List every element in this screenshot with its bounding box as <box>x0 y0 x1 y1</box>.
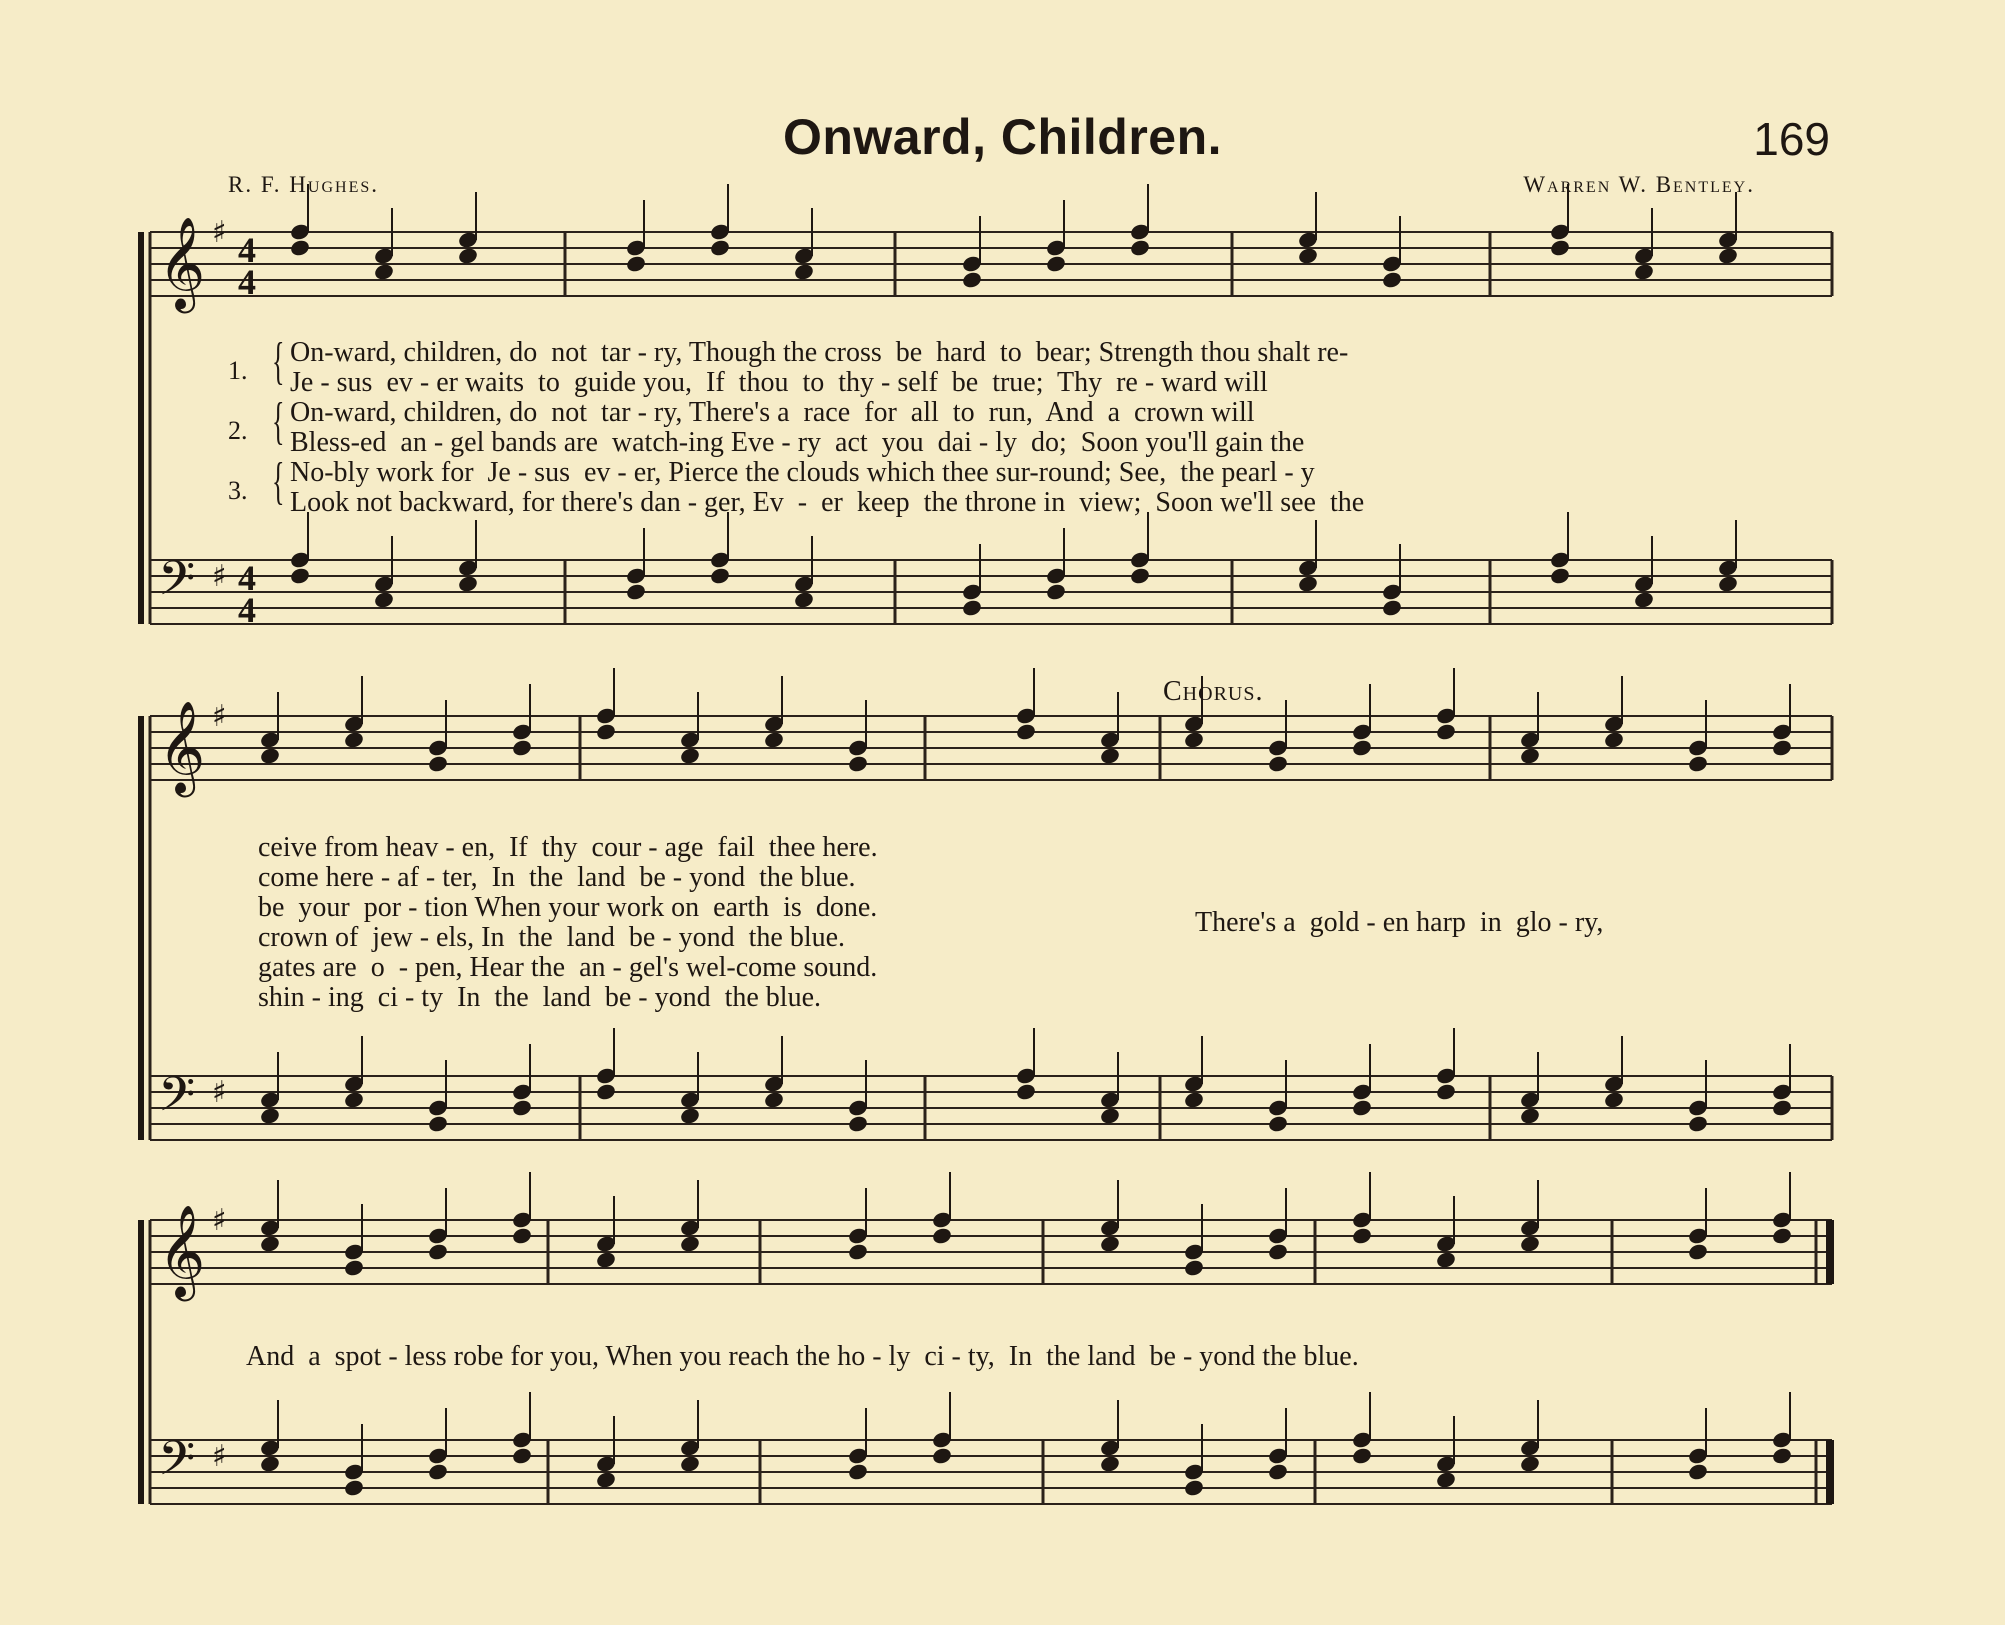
sharp-sign: ♯ <box>212 1203 227 1238</box>
note-head <box>259 1234 281 1253</box>
bass-clef: 𝄢 <box>158 1066 196 1134</box>
note-head <box>679 746 701 765</box>
page-number: 169 <box>1753 113 1830 165</box>
note-head <box>511 738 533 757</box>
note-head <box>1183 1258 1205 1277</box>
note-head <box>1183 1478 1205 1497</box>
note-head <box>709 238 731 257</box>
verse-3-ending-1: gates are o - pen, Hear the an - gel's wel-come sound. <box>258 952 878 983</box>
note-head <box>1435 1470 1457 1489</box>
note-head <box>1549 566 1571 585</box>
time-signature-bottom: 4 <box>238 262 256 302</box>
note-head <box>961 598 983 617</box>
treble-clef: 𝄞 <box>158 216 206 309</box>
note-head <box>427 754 449 773</box>
note-head <box>259 1106 281 1125</box>
note-head <box>625 582 647 601</box>
composer-credit: Warren W. Bentley. <box>1523 172 1755 197</box>
note-head <box>343 1090 365 1109</box>
note-head <box>595 722 617 741</box>
note-head <box>793 590 815 609</box>
note-head <box>931 1446 953 1465</box>
treble-clef: 𝄞 <box>158 1204 206 1297</box>
note-head <box>457 246 479 265</box>
note-head <box>511 1446 533 1465</box>
note-head <box>1267 1114 1289 1133</box>
verse-number-2: 2. <box>228 416 248 445</box>
note-head <box>763 730 785 749</box>
note-head <box>1771 1226 1793 1245</box>
note-head <box>1435 1250 1457 1269</box>
sharp-sign: ♯ <box>212 215 227 250</box>
verse-3-line-2: Look not backward, for there's dan - ger, Ev - er keep the throne in view; Soon we'll see the <box>290 487 1365 518</box>
chorus-label: Chorus. <box>1163 676 1264 707</box>
note-head <box>289 238 311 257</box>
note-head <box>1129 566 1151 585</box>
note-head <box>1045 582 1067 601</box>
note-head <box>847 754 869 773</box>
final-bar <box>1826 1440 1834 1504</box>
time-signature-bottom: 4 <box>238 590 256 630</box>
treble-clef: 𝄞 <box>158 700 206 793</box>
note-head <box>763 1090 785 1109</box>
note-head <box>1549 238 1571 257</box>
note-head <box>343 730 365 749</box>
sharp-sign: ♯ <box>212 559 227 594</box>
verse-1-ending-1: ceive from heav - en, If thy cour - age fail thee here. <box>258 832 878 863</box>
note-head <box>1603 1090 1625 1109</box>
note-head <box>1771 1446 1793 1465</box>
note-head <box>289 566 311 585</box>
sharp-sign: ♯ <box>212 699 227 734</box>
note-head <box>847 1114 869 1133</box>
note-head <box>709 566 731 585</box>
note-head <box>679 1234 701 1253</box>
verse-number-3: 3. <box>228 476 248 505</box>
note-head <box>1381 598 1403 617</box>
note-head <box>373 590 395 609</box>
lyricist-credit: R. F. Hughes. <box>228 172 379 197</box>
note-head <box>595 1470 617 1489</box>
note-head <box>511 1098 533 1117</box>
note-head <box>1129 238 1151 257</box>
note-head <box>1297 574 1319 593</box>
bass-clef: 𝄢 <box>158 550 196 618</box>
verse-1-line-1: On-ward, children, do not tar - ry, Though the cross be hard to bear; Strength thou shalt re- <box>290 337 1349 368</box>
note-head <box>343 1258 365 1277</box>
system-bracket <box>138 1220 144 1504</box>
verse-brace-2: { <box>272 393 285 450</box>
verse-2-ending-2: crown of jew - els, In the land be - yond the blue. <box>258 922 846 953</box>
note-head <box>1099 1106 1121 1125</box>
note-head <box>427 1114 449 1133</box>
note-head <box>1351 1226 1373 1245</box>
note-head <box>1267 1462 1289 1481</box>
note-head <box>1687 1242 1709 1261</box>
note-head <box>961 270 983 289</box>
note-head <box>1687 754 1709 773</box>
verse-3-ending-2: shin - ing ci - ty In the land be - yond the blue. <box>258 982 821 1013</box>
note-head <box>343 1478 365 1497</box>
hymn-title: Onward, Children. <box>782 109 1223 165</box>
verse-number-1: 1. <box>228 356 248 385</box>
note-head <box>1717 246 1739 265</box>
note-head <box>1687 1462 1709 1481</box>
note-head <box>1183 730 1205 749</box>
note-head <box>1519 746 1541 765</box>
chorus-line-1: There's a gold - en harp in glo - ry, <box>1195 907 1604 938</box>
note-head <box>1267 754 1289 773</box>
note-head <box>625 254 647 273</box>
system-bracket <box>138 716 144 1140</box>
bass-clef: 𝄢 <box>158 1430 196 1498</box>
note-head <box>595 1250 617 1269</box>
note-head <box>1435 722 1457 741</box>
note-head <box>1771 1098 1793 1117</box>
verse-2-ending-1: be your por - tion When your work on earth is done. <box>258 892 878 923</box>
verse-brace-3: { <box>272 453 285 510</box>
note-head <box>1351 738 1373 757</box>
note-head <box>595 1082 617 1101</box>
note-head <box>1519 1234 1541 1253</box>
note-head <box>679 1106 701 1125</box>
note-head <box>1603 730 1625 749</box>
system-bracket <box>138 232 144 624</box>
note-head <box>1183 1090 1205 1109</box>
verse-brace-1: { <box>272 333 285 390</box>
verse-1-ending-2: come here - af - ter, In the land be - yond the blue. <box>258 862 856 893</box>
note-head <box>793 262 815 281</box>
note-head <box>1381 270 1403 289</box>
note-head <box>1519 1106 1541 1125</box>
sharp-sign: ♯ <box>212 1075 227 1110</box>
note-head <box>1633 262 1655 281</box>
note-head <box>427 1242 449 1261</box>
note-head <box>1015 722 1037 741</box>
sharp-sign: ♯ <box>212 1439 227 1474</box>
note-head <box>679 1454 701 1473</box>
note-head <box>259 1454 281 1473</box>
note-head <box>1717 574 1739 593</box>
note-head <box>1297 246 1319 265</box>
note-head <box>1771 738 1793 757</box>
verse-1-line-2: Je - sus ev - er waits to guide you, If thou to thy - self be true; Thy re - ward will <box>290 367 1268 398</box>
chorus-line-2: And a spot - less robe for you, When you reach the ho - ly ci - ty, In the land be - yond the blue. <box>246 1341 1359 1372</box>
note-head <box>1687 1114 1709 1133</box>
note-head <box>1351 1446 1373 1465</box>
note-head <box>1099 746 1121 765</box>
note-head <box>457 574 479 593</box>
note-head <box>1099 1454 1121 1473</box>
note-head <box>931 1226 953 1245</box>
note-head <box>1099 1234 1121 1253</box>
verse-3-line-1: No-bly work for Je - sus ev - er, Pierce the clouds which thee sur-round; See, the pearl - y <box>290 457 1315 488</box>
note-head <box>1267 1242 1289 1261</box>
note-head <box>847 1462 869 1481</box>
note-head <box>1519 1454 1541 1473</box>
note-head <box>373 262 395 281</box>
time-signature-top: 4 <box>238 230 256 270</box>
verse-2-line-2: Bless-ed an - gel bands are watch-ing Eve - ry act you dai - ly do; Soon you'll gain the <box>290 427 1305 458</box>
time-signature-top: 4 <box>238 558 256 598</box>
note-head <box>847 1242 869 1261</box>
note-head <box>511 1226 533 1245</box>
final-bar <box>1826 1220 1834 1284</box>
note-head <box>1633 590 1655 609</box>
note-head <box>1015 1082 1037 1101</box>
note-head <box>1045 254 1067 273</box>
verse-2-line-1: On-ward, children, do not tar - ry, There's a race for all to run, And a crown will <box>290 397 1255 428</box>
note-head <box>427 1462 449 1481</box>
note-head <box>1435 1082 1457 1101</box>
note-head <box>259 746 281 765</box>
note-head <box>1351 1098 1373 1117</box>
